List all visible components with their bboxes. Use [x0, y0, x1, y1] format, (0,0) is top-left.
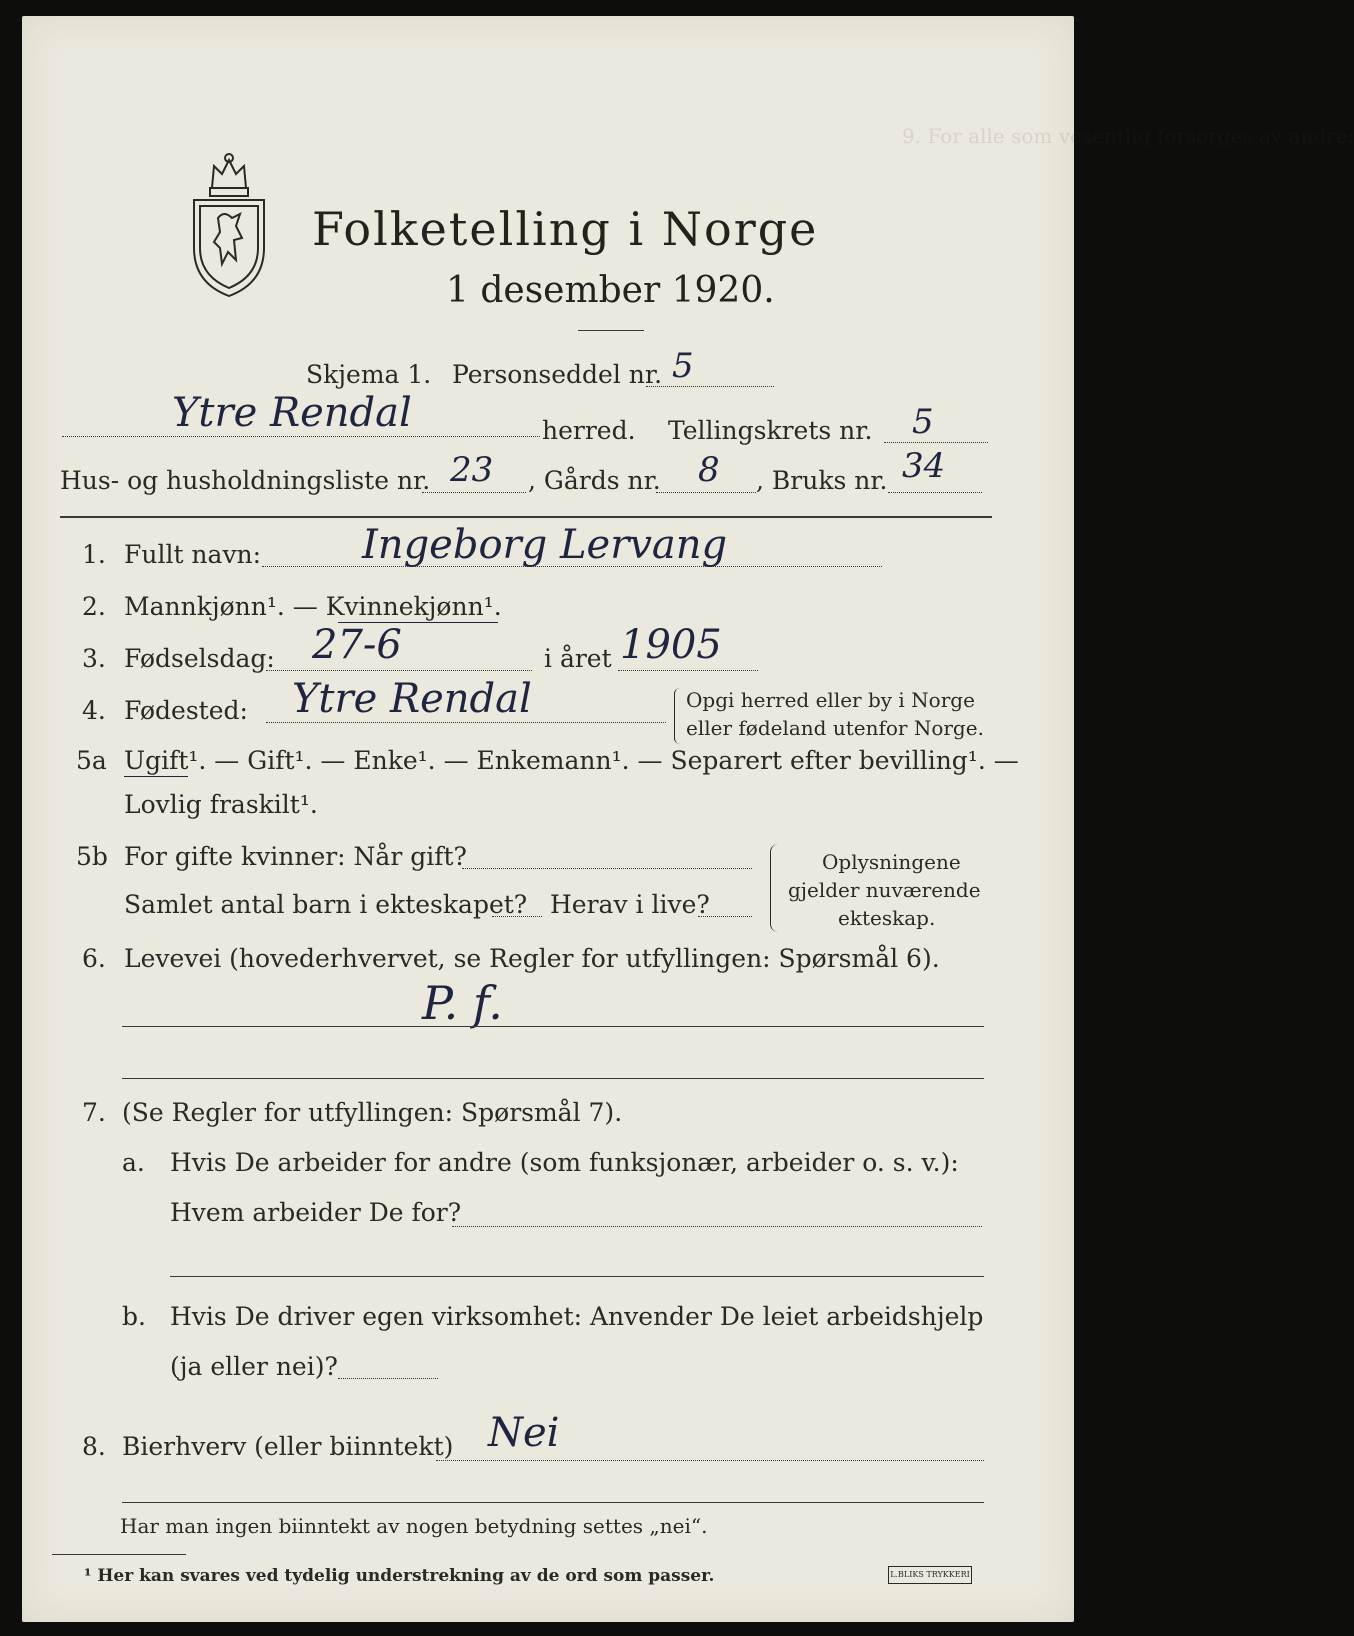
- bruks-field[interactable]: 34: [902, 446, 946, 486]
- q4-note-line2: eller fødeland utenfor Norge.: [686, 716, 984, 740]
- q5b-brace: [770, 844, 781, 932]
- q3-year-line: [618, 670, 758, 671]
- side-income-field[interactable]: Nei: [488, 1410, 560, 1456]
- q6-label: Levevei (hovederhvervet, se Regler for utfyllingen: Spørsmål 6).: [124, 944, 940, 973]
- q3-number: 3.: [82, 644, 106, 673]
- birth-year-field[interactable]: 1905: [620, 622, 722, 668]
- full-name-field[interactable]: Ingeborg Lervang: [362, 522, 728, 568]
- bruks-line: [888, 492, 982, 493]
- q8-extra-line: [122, 1502, 984, 1503]
- q4-brace: [674, 688, 683, 744]
- q2-number: 2.: [82, 592, 106, 621]
- gards-field[interactable]: 8: [698, 450, 720, 490]
- gards-line: [656, 492, 756, 493]
- q8-label: Bierhverv (eller biinntekt): [122, 1432, 454, 1461]
- q5b-note-line2: gjelder nuværende: [788, 878, 981, 902]
- personseddel-field[interactable]: 5: [672, 346, 694, 386]
- q7a-label: Hvem arbeider De for?: [170, 1198, 462, 1227]
- q8-note: Har man ingen biinntekt av nogen betydning settes „nei“.: [120, 1514, 708, 1538]
- q5b-when-married-label: For gifte kvinner: Når gift?: [124, 842, 467, 871]
- tellingskrets-field[interactable]: 5: [912, 402, 934, 442]
- q1-number: 1.: [82, 540, 106, 569]
- husholdningsliste-line: [422, 492, 526, 493]
- q7b-label: (ja eller nei)?: [170, 1352, 338, 1381]
- q4-line: [266, 722, 666, 723]
- gards-label: , Gårds nr.: [528, 466, 661, 495]
- census-date: 1 desember 1920.: [446, 270, 775, 311]
- q7-number: 7.: [82, 1098, 106, 1127]
- children-count-field[interactable]: [492, 916, 542, 917]
- birthplace-field[interactable]: Ytre Rendal: [292, 676, 532, 722]
- showthrough-text: 9. For alle som vesentlig forsørges av andre:: [902, 124, 1354, 148]
- q8-number: 8.: [82, 1432, 106, 1461]
- occupation-field[interactable]: P. f.: [422, 976, 503, 1030]
- q7a-extra-line: [170, 1276, 984, 1277]
- q5a-number: 5a: [76, 746, 107, 775]
- children-alive-field[interactable]: [698, 916, 752, 917]
- q3-line: [266, 670, 532, 671]
- q4-note-line1: Opgi herred eller by i Norge: [686, 688, 975, 712]
- schema-label: Skjema 1.: [306, 360, 432, 389]
- q1-label: Fullt navn:: [124, 540, 262, 569]
- herred-field[interactable]: Ytre Rendal: [172, 390, 412, 436]
- q4-label: Fødested:: [124, 696, 248, 725]
- personseddel-label: Personseddel nr.: [452, 360, 663, 389]
- coat-of-arms-icon: [184, 148, 274, 298]
- q5b-note-line1: Oplysningene: [822, 850, 961, 874]
- form-title: Folketelling i Norge: [312, 202, 819, 256]
- when-married-field[interactable]: [462, 868, 752, 869]
- marital-status-options: Ugift¹. — Gift¹. — Enke¹. — Enkemann¹. — Separert efter bevilling¹. —: [124, 746, 1019, 775]
- q7a-letter: a.: [122, 1148, 145, 1177]
- q6-line1: [122, 1026, 984, 1027]
- marital-status-options-cont: Lovlig fraskilt¹.: [124, 790, 318, 819]
- q3-label: Fødselsdag:: [124, 644, 275, 673]
- q6-line2: [122, 1078, 984, 1079]
- husholdningsliste-field[interactable]: 23: [450, 450, 494, 490]
- q5b-note-line3: ekteskap.: [838, 906, 936, 930]
- title-divider: [578, 330, 644, 331]
- q7a-line1: Hvis De arbeider for andre (som funksjonær, arbeider o. s. v.):: [170, 1148, 959, 1177]
- q7-label: (Se Regler for utfyllingen: Spørsmål 7).: [122, 1098, 623, 1127]
- hired-help-field[interactable]: [338, 1378, 438, 1379]
- footnote: ¹ Her kan svares ved tydelig understrekning av de ord som passer.: [84, 1566, 715, 1586]
- sex-options: Mannkjønn¹. — Kvinnekjønn¹.: [124, 592, 502, 621]
- personseddel-line: [646, 386, 774, 387]
- census-form-sheet: [22, 16, 1354, 1622]
- q7b-line1: Hvis De driver egen virksomhet: Anvender De leiet arbeidshjelp: [170, 1302, 984, 1331]
- employer-field[interactable]: [452, 1226, 982, 1227]
- marital-underline-mark: [124, 776, 188, 777]
- birthday-field[interactable]: 27-6: [312, 622, 402, 668]
- q5b-alive-label: Herav i live?: [550, 890, 710, 919]
- printer-mark: L.BLIKS TRYKKERI: [888, 1566, 972, 1584]
- q7b-letter: b.: [122, 1302, 146, 1331]
- q8-line: [436, 1460, 984, 1461]
- herred-label: herred.: [542, 416, 636, 445]
- husholdningsliste-label: Hus- og husholdningsliste nr.: [60, 466, 431, 495]
- q4-number: 4.: [82, 696, 106, 725]
- tellingskrets-line: [884, 442, 988, 443]
- herred-line: [62, 436, 540, 437]
- tellingskrets-label: Tellingskrets nr.: [668, 416, 873, 445]
- footnote-rule: [52, 1554, 186, 1555]
- q3-year-label: i året: [544, 644, 612, 673]
- q6-number: 6.: [82, 944, 106, 973]
- q5b-number: 5b: [76, 842, 108, 871]
- header-rule: [60, 516, 992, 518]
- q5b-children-label: Samlet antal barn i ekteskapet?: [124, 890, 528, 919]
- bruks-label: , Bruks nr.: [756, 466, 888, 495]
